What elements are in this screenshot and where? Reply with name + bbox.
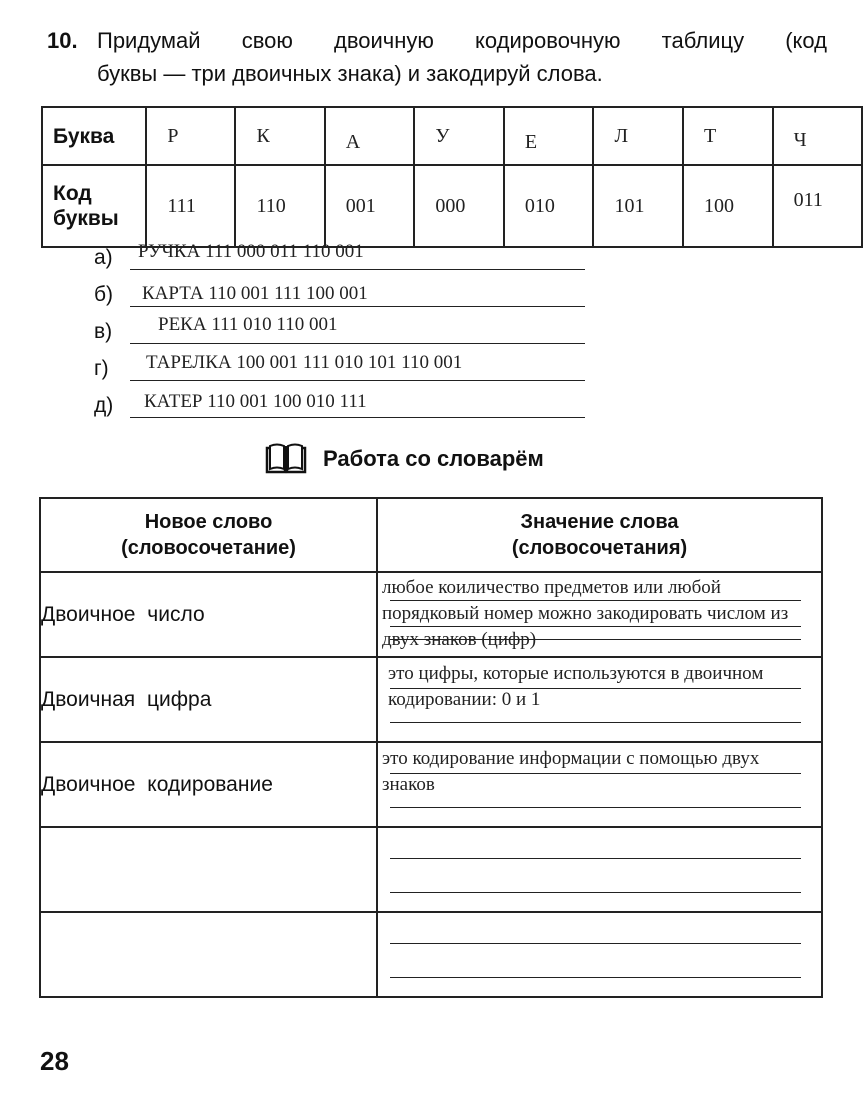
dictionary-section-title bbox=[265, 442, 544, 476]
answer-line bbox=[130, 343, 585, 344]
letter-cell: К bbox=[235, 107, 324, 165]
writing-line bbox=[390, 943, 801, 944]
answer-text: КАТЕР 110 001 100 010 111 bbox=[144, 391, 367, 412]
writing-line bbox=[390, 977, 801, 978]
codes-row-header-line-1: Код bbox=[53, 182, 92, 205]
writing-line bbox=[390, 807, 801, 808]
writing-line bbox=[390, 858, 801, 859]
dictionary-table bbox=[39, 497, 823, 998]
letter-cell: Т bbox=[683, 107, 773, 165]
letter-cell: Р bbox=[146, 107, 235, 165]
answer-label: б) bbox=[94, 283, 114, 306]
code-cell: 100 bbox=[683, 165, 773, 247]
code-cell: 101 bbox=[593, 165, 683, 247]
writing-line bbox=[390, 722, 801, 723]
meaning-cell bbox=[377, 742, 822, 827]
new-word-header-line-2: (словосочетание) bbox=[121, 537, 296, 559]
dictionary-row bbox=[40, 827, 822, 912]
code-cell: 001 bbox=[325, 165, 415, 247]
code-cell: 011 bbox=[773, 165, 862, 247]
meaning-text: это цифры, которые используются в двоичном кодировании: 0 и 1 bbox=[388, 663, 764, 710]
term-cell bbox=[40, 912, 377, 997]
answer-label: г) bbox=[94, 357, 109, 380]
meaning-header-line-2: (словосочетания) bbox=[511, 537, 688, 559]
code-table bbox=[41, 106, 863, 248]
meaning-text: любое коиличество предметов или любой порядковый номер можно закодировать числом из двух знаков (цифр) bbox=[382, 577, 789, 650]
letters-row-header: Буква bbox=[42, 107, 146, 165]
answer-text: КАРТА 110 001 111 100 001 bbox=[142, 283, 368, 304]
answer-label: д) bbox=[94, 394, 114, 417]
answer-line bbox=[130, 269, 585, 270]
answer-text: ТАРЕЛКА 100 001 111 010 101 110 001 bbox=[146, 352, 463, 373]
task-text-line-2: буквы — три двоичных знака) и закодируй слова. bbox=[97, 61, 603, 86]
new-word-column-header bbox=[40, 498, 377, 572]
letter-cell: У bbox=[414, 107, 504, 165]
dictionary-header-row bbox=[40, 498, 822, 572]
codes-row-header-line-2: буквы bbox=[53, 207, 119, 230]
page-number: 28 bbox=[40, 1046, 69, 1076]
term-cell: Двоичное кодирование bbox=[40, 742, 377, 827]
letter-cell: Е bbox=[504, 107, 594, 165]
answer-line bbox=[130, 380, 585, 381]
writing-line bbox=[390, 892, 801, 893]
term-cell: Двоичное число bbox=[40, 572, 377, 657]
code-cell: 110 bbox=[235, 165, 324, 247]
codes-row-header bbox=[42, 165, 146, 247]
new-word-header-line-1: Новое слово bbox=[144, 511, 273, 533]
answer-text: РУЧКА 111 000 011 110 001 bbox=[138, 241, 364, 262]
answer-text: РЕКА 111 010 110 001 bbox=[158, 314, 338, 335]
letter-cell: Л bbox=[593, 107, 683, 165]
open-book-icon bbox=[265, 442, 307, 476]
meaning-cell bbox=[377, 572, 822, 657]
letter-cell: Ч bbox=[773, 107, 862, 165]
codes-row bbox=[42, 165, 862, 247]
meaning-header-line-1: Значение слова bbox=[520, 511, 679, 533]
meaning-column-header bbox=[377, 498, 822, 572]
code-cell: 000 bbox=[414, 165, 504, 247]
task-text-line-1: Придумай свою двоичную кодировочную таблицу (код bbox=[97, 28, 827, 53]
meaning-cell bbox=[377, 827, 822, 912]
meaning-cell bbox=[377, 657, 822, 742]
dictionary-row bbox=[40, 657, 822, 742]
dictionary-row bbox=[40, 742, 822, 827]
dictionary-title: Работа со словарём bbox=[323, 446, 544, 471]
answer-label: в) bbox=[94, 320, 113, 343]
dictionary-row bbox=[40, 912, 822, 997]
term-cell: Двоичная цифра bbox=[40, 657, 377, 742]
answer-label: а) bbox=[94, 246, 113, 269]
task-number: 10. bbox=[47, 28, 78, 53]
letter-cell: А bbox=[325, 107, 415, 165]
answer-line bbox=[130, 417, 585, 418]
letters-row bbox=[42, 107, 862, 165]
term-cell bbox=[40, 827, 377, 912]
answer-line bbox=[130, 306, 585, 307]
dictionary-row bbox=[40, 572, 822, 657]
meaning-text: это кодирование информации с помощью двух знаков bbox=[382, 748, 760, 795]
code-cell: 010 bbox=[504, 165, 594, 247]
code-cell: 111 bbox=[146, 165, 235, 247]
meaning-cell bbox=[377, 912, 822, 997]
